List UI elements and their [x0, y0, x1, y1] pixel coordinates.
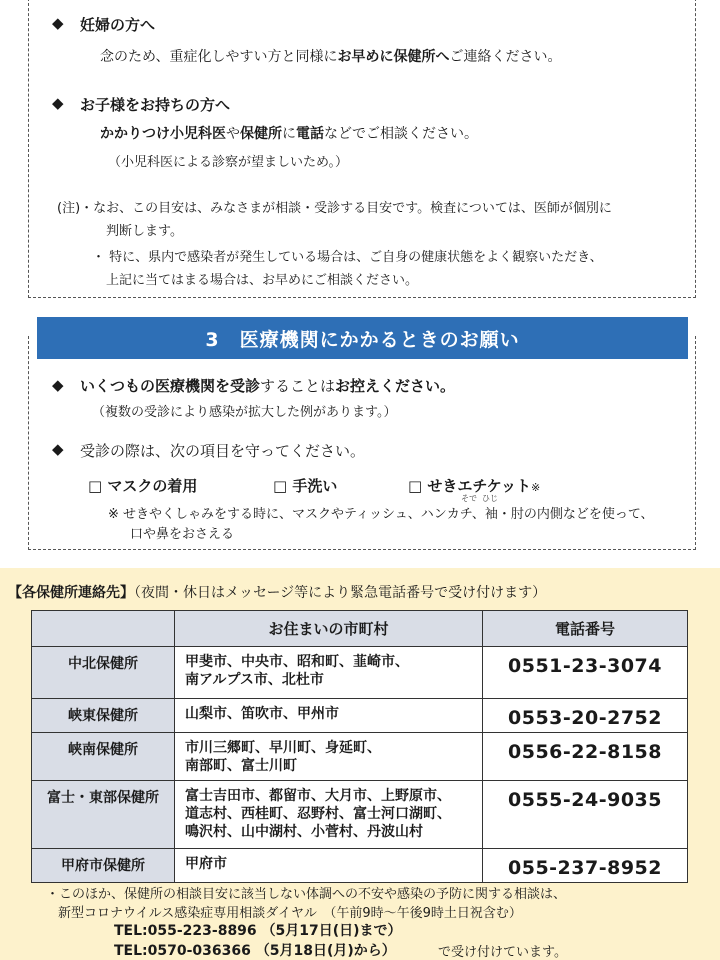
office-name: 中北保健所: [32, 647, 175, 699]
pregnant-line: 念のため、重症化しやすい方と同様にお早めに保健所へご連絡ください。: [100, 49, 562, 65]
contacts-table: [31, 610, 688, 883]
office-phone[interactable]: 0551-23-3074: [483, 647, 688, 699]
table-row: [32, 733, 688, 781]
office-name: 甲府市保健所: [32, 849, 175, 883]
pregnant-bullet: ◆: [52, 14, 64, 32]
notes-line-3: ・ 特に、県内で感染者が発生している場合は、ご自身の健康状態をよく観察いただき、: [92, 250, 603, 265]
table-row: [32, 699, 688, 733]
tel-line-1[interactable]: TEL:055-223-8896 （5月17日(日)まで）: [114, 923, 402, 939]
children-heading: お子様をお持ちの方へ: [80, 96, 231, 114]
section3-note-1: （複数の受診により感染が拡大した例があります。）: [92, 405, 397, 420]
table-row: [32, 849, 688, 883]
ruby-hiji: ひじ: [482, 494, 498, 503]
notes-line-1: (注)・なお、この目安は、みなさまが相談・受診する目安です。検査については、医師が個別に: [57, 201, 612, 216]
children-bullet: ◆: [52, 94, 64, 112]
office-area: 甲府市: [175, 849, 483, 883]
tel-suffix: で受け付けています。: [438, 945, 567, 960]
children-note: （小児科医による診察が望ましいため。）: [108, 155, 348, 170]
office-area: 富士吉田市、都留市、大月市、上野原市、 道志村、西桂町、忍野村、富士河口湖町、 鳴沢村、山中湖村、小菅村、丹波山村: [175, 781, 483, 849]
office-area: 山梨市、笛吹市、甲州市: [175, 699, 483, 733]
table-row: [32, 781, 688, 849]
office-name: 峡南保健所: [32, 733, 175, 781]
col-header-phone: 電話番号: [483, 611, 688, 647]
office-phone[interactable]: 0553-20-2752: [483, 699, 688, 733]
other-line-2: 新型コロナウイルス感染症専用相談ダイヤル （午前9時～午後9時土日祝含む）: [58, 906, 522, 921]
office-name: 峡東保健所: [32, 699, 175, 733]
office-phone[interactable]: 055-237-8952: [483, 849, 688, 883]
section3-footnote-2: 口や鼻をおさえる: [130, 527, 235, 542]
tel-line-2[interactable]: TEL:0570-036366 （5月18日(月)から）: [114, 943, 396, 959]
office-name: 富士・東部保健所: [32, 781, 175, 849]
item-mask: □ マスクの着用: [88, 477, 198, 495]
office-area: 市川三郷町、早川町、身延町、 南部町、富士川町: [175, 733, 483, 781]
table-row: [32, 647, 688, 699]
notes-line-4: 上記に当てはまる場合は、お早めにご相談ください。: [106, 273, 419, 288]
section3-line-2: 受診の際は、次の項目を守ってください。: [80, 442, 366, 460]
office-area: 甲斐市、中央市、昭和町、韮崎市、 南アルプス市、北杜市: [175, 647, 483, 699]
item-handwash: □ 手洗い: [273, 477, 338, 495]
notes-line-2: 判断します。: [106, 224, 183, 239]
section3-bullet-1: ◆: [52, 376, 64, 394]
other-line-1: ・このほか、保健所の相談目安に該当しない体調への不安や感染の予防に関する相談は、: [46, 887, 567, 902]
col-header-area: お住まいの市町村: [175, 611, 483, 647]
section3-title: 3 医療機関にかかるときのお願い: [37, 317, 688, 359]
children-line: かかりつけ小児科医や保健所に電話などでご相談ください。: [100, 126, 478, 142]
section3-line-1: いくつもの医療機関を受診することはお控えください。: [80, 377, 456, 395]
section3-footnote-1: ※ せきやくしゃみをする時に、マスクやティッシュ、ハンカチ、袖・肘の内側などを使って、: [108, 507, 654, 522]
table-header-row: [32, 611, 688, 647]
ruby-sode: そで: [461, 494, 477, 503]
section3-bullet-2: ◆: [52, 440, 64, 458]
office-phone[interactable]: 0556-22-8158: [483, 733, 688, 781]
contacts-panel: [0, 568, 720, 960]
col-header-office: [32, 611, 175, 647]
pregnant-heading: 妊婦の方へ: [80, 16, 156, 34]
office-phone[interactable]: 0555-24-9035: [483, 781, 688, 849]
item-cough-etiquette: □ せきエチケット※: [408, 477, 541, 495]
contacts-heading: 【各保健所連絡先】（夜間・休日はメッセージ等により緊急電話番号で受け付けます）: [8, 585, 547, 601]
